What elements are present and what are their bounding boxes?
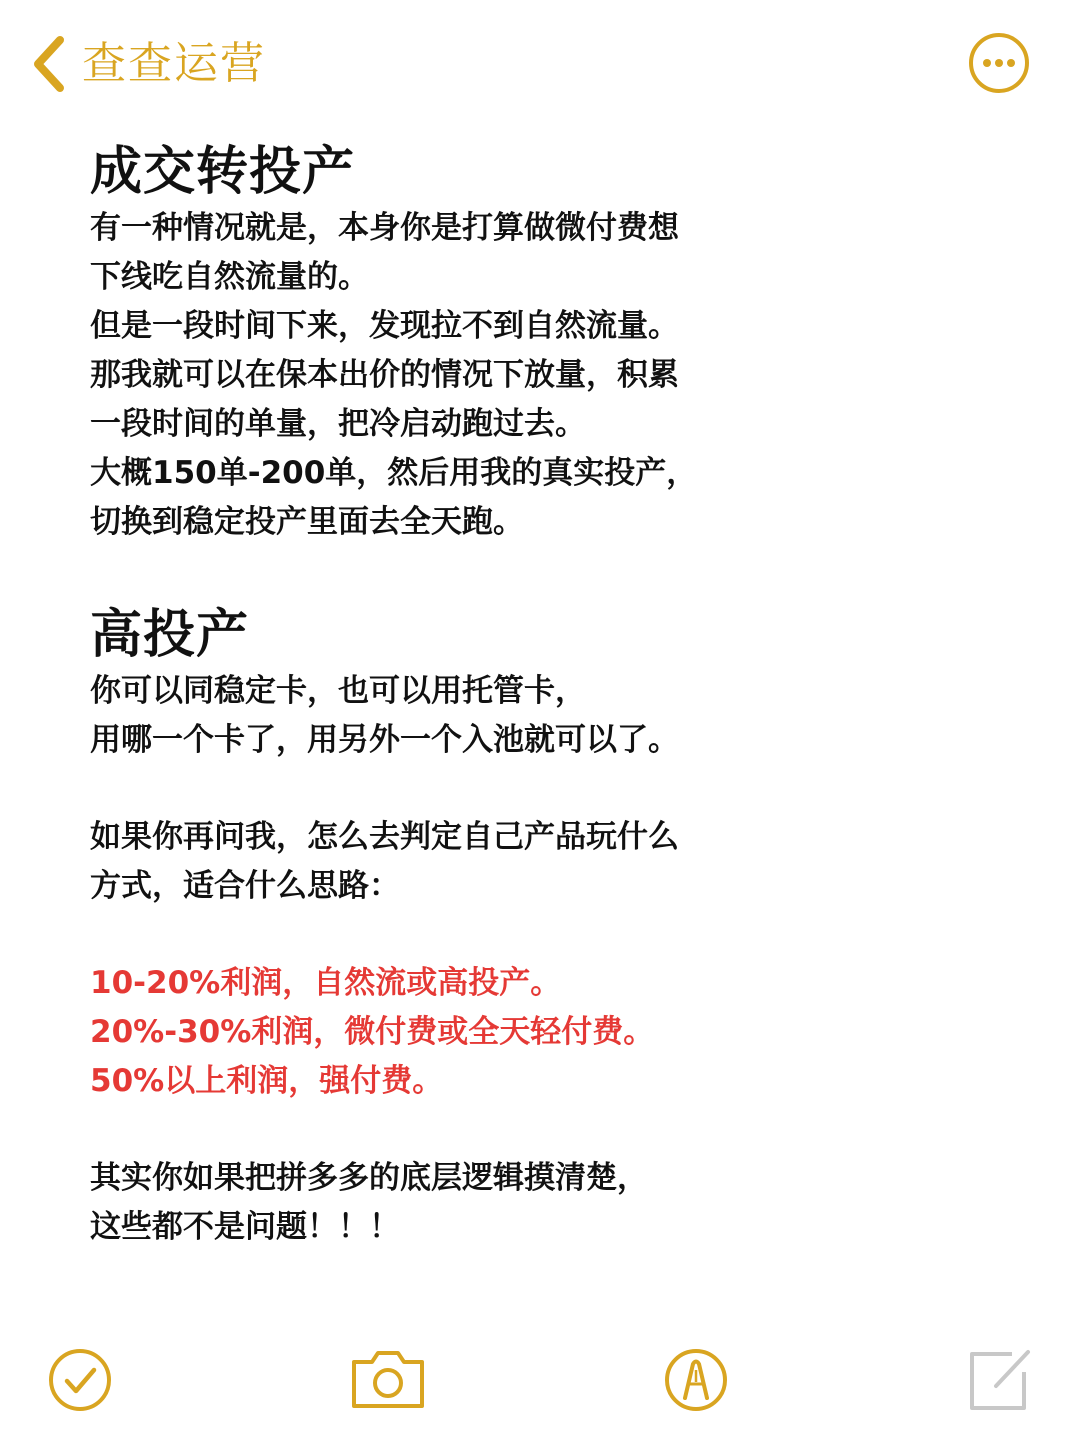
note-line: 切换到稳定投产里面去全天跑。 (90, 504, 524, 540)
note-line: 大概150单-200单，然后用我的真实投产， (90, 455, 698, 491)
spacer (90, 911, 990, 959)
note-line: 如果你再问我，怎么去判定自己产品玩什么 (90, 819, 679, 855)
spacer (90, 547, 990, 603)
note-line: 用哪一个卡了，用另外一个入池就可以了。 (90, 722, 679, 758)
markup-button[interactable] (656, 1340, 736, 1420)
compose-button[interactable] (962, 1340, 1042, 1420)
top-navigation-bar (0, 0, 1080, 130)
back-button-label: 查查运营 (82, 38, 266, 89)
camera-icon (348, 1340, 428, 1420)
note-line: 其实你如果把拼多多的底层逻辑摸清楚， (90, 1160, 648, 1196)
highlight-line: 50%以上利润，强付费。 (90, 1063, 444, 1099)
note-line: 方式，适合什么思路： (90, 868, 400, 904)
highlight-line: 10-20%利润，自然流或高投产。 (90, 965, 562, 1001)
ellipsis-circle-icon (968, 32, 1030, 94)
highlight-line: 20%-30%利润，微付费或全天轻付费。 (90, 1014, 655, 1050)
compose-icon (962, 1340, 1042, 1420)
section-heading-conversion-to-roi: 成交转投产 (90, 142, 356, 202)
section-heading-high-roi: 高投产 (90, 605, 250, 665)
note-line: 一段时间的单量，把冷启动跑过去。 (90, 406, 586, 442)
spacer (90, 1106, 990, 1154)
pen-tip-circle-icon (656, 1340, 736, 1420)
camera-button[interactable] (348, 1340, 428, 1420)
note-line: 下线吃自然流量的。 (90, 259, 369, 295)
more-options-button[interactable] (968, 32, 1030, 94)
note-line: 但是一段时间下来，发现拉不到自然流量。 (90, 308, 679, 344)
note-line: 你可以同稳定卡，也可以用托管卡， (90, 673, 586, 709)
checkmark-circle-icon (40, 1340, 120, 1420)
note-line: 有一种情况就是，本身你是打算做微付费想 (90, 210, 679, 246)
note-line: 那我就可以在保本出价的情况下放量，积累 (90, 357, 679, 393)
back-button[interactable] (28, 34, 266, 94)
bottom-toolbar (0, 1340, 1080, 1430)
checklist-button[interactable] (40, 1340, 120, 1420)
spacer (90, 765, 990, 813)
note-line: 这些都不是问题！！！ (90, 1209, 400, 1245)
note-body[interactable] (90, 140, 990, 1252)
chevron-left-icon (28, 34, 72, 94)
